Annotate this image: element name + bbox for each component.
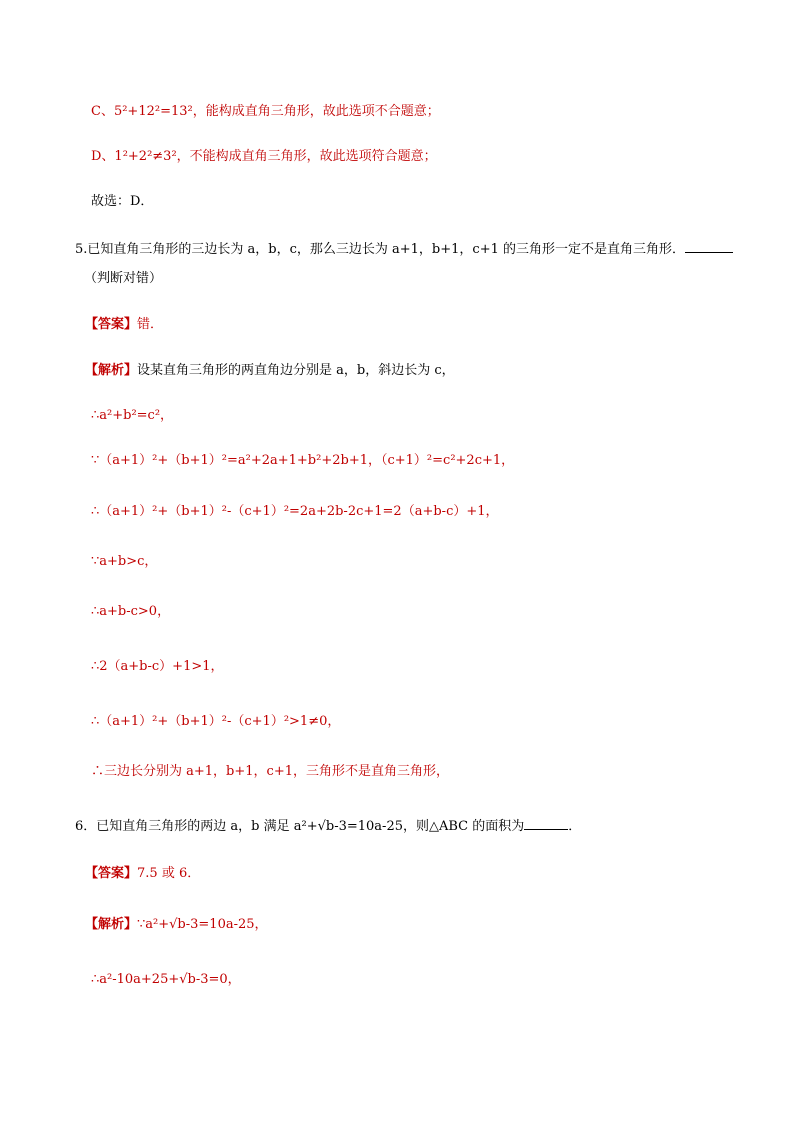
option-c-line: [91, 103, 440, 121]
q5-analysis-tag: 【解析】: [85, 363, 138, 378]
q5-step-8: [91, 763, 449, 781]
q5-step-7: [91, 713, 340, 731]
choice-line: [91, 193, 153, 211]
q6-step-1-text: ∵a²+√b-3=10a-25，: [137, 917, 268, 932]
q6-answer-line: [85, 865, 200, 883]
q5-answer-tag: 【答案】: [85, 317, 138, 332]
choice-text: 故选：D．: [91, 194, 154, 209]
q5-step-4: [91, 553, 157, 571]
q5-step-1-text: ∴a²+b²=c²，: [91, 408, 174, 423]
q5-answer-text: 错．: [137, 317, 164, 332]
q5-step-5: [91, 603, 170, 621]
q5-step-3-text: ∴（a+1）²+（b+1）²-（c+1）²=2a+2b-2c+1=2（a+b-c）+1，: [91, 504, 499, 519]
q6-analysis-tag: 【解析】: [85, 917, 138, 932]
q5-analysis-line: [85, 362, 455, 380]
q5-answer-blank: [685, 240, 733, 253]
q5-step-4-text: ∵a+b>c，: [91, 554, 158, 569]
q5-answer-line: [85, 316, 163, 334]
q5-stem-line: [75, 240, 733, 259]
q5-step-6: [91, 658, 224, 676]
q6-stem-text: 6．已知直角三角形的两边 a，b 满足 a²+√b-3=10a-25，则△ABC 的面积为: [75, 819, 525, 834]
q6-answer-blank: [524, 817, 568, 830]
q5-step-1: [91, 407, 173, 425]
q6-answer-tag: 【答案】: [85, 866, 138, 881]
option-c-text: C、5²+12²=13²，能构成直角三角形，故此选项不合题意；: [91, 104, 440, 119]
q5-step-3: [91, 503, 499, 521]
q6-step-2: [91, 971, 241, 989]
q5-note-line: [84, 270, 162, 288]
q6-stem-line: [75, 817, 581, 836]
q5-analysis-text: 设某直角三角形的两直角边分别是 a，b，斜边长为 c，: [137, 363, 455, 378]
q6-step-2-text: ∴a²-10a+25+√b-3=0，: [91, 972, 241, 987]
q6-stem-period: ．: [568, 819, 582, 834]
q5-step-8-text: ∴三边长分别为 a+1，b+1，c+1，三角形不是直角三角形，: [91, 764, 449, 779]
q5-step-2: [91, 452, 514, 470]
q6-answer-text: 7.5 或 6．: [137, 866, 201, 881]
q5-stem-text: 5.已知直角三角形的三边长为 a，b，c，那么三边长为 a+1，b+1，c+1 的三角形一定不是直角三角形．: [75, 242, 685, 257]
q5-note-text: （判断对错）: [84, 271, 163, 286]
q5-step-7-text: ∴（a+1）²+（b+1）²-（c+1）²>1≠0，: [91, 714, 341, 729]
q5-step-6-text: ∴2（a+b-c）+1>1，: [91, 659, 224, 674]
q5-step-5-text: ∴a+b-c>0，: [91, 604, 171, 619]
option-d-text: D、1²+2²≠3²，不能构成直角三角形，故此选项符合题意；: [91, 149, 437, 164]
q6-analysis-line: [85, 916, 268, 934]
option-d-line: [91, 148, 437, 166]
q5-step-2-text: ∵（a+1）²+（b+1）²=a²+2a+1+b²+2b+1，（c+1）²=c²+2c+1，: [91, 453, 515, 468]
